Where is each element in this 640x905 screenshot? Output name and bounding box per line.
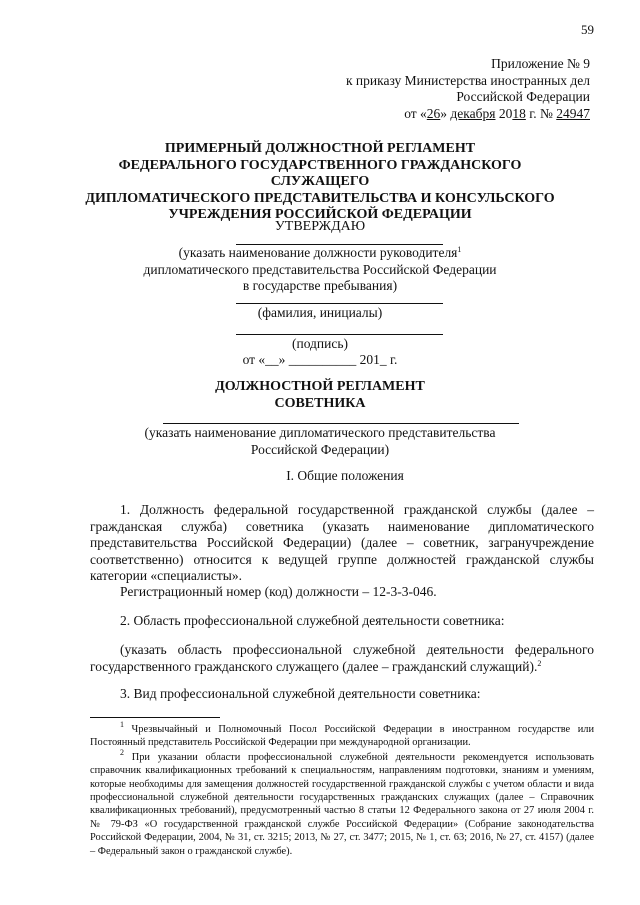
subtitle-line-2: СОВЕТНИКА — [274, 395, 366, 411]
section-heading: I. Общие положения — [286, 468, 404, 483]
subtitle-line-1: ДОЛЖНОСТНОЙ РЕГЛАМЕНТ — [215, 379, 425, 394]
appendix-month: декабря — [450, 105, 496, 121]
mission-name-line — [163, 423, 519, 424]
title-line-4: УЧРЕЖДЕНИЯ РОССИЙСКОЙ ФЕДЕРАЦИИ — [168, 207, 472, 222]
paragraph-2-detail — [90, 642, 594, 675]
title-line-2: ФЕДЕРАЛЬНОГО ГОСУДАРСТВЕННОГО ГРАЖДАНСКОГО СЛУЖАЩЕГО — [118, 157, 522, 189]
approval-date-line: от «__» __________ 201_ г. — [242, 352, 398, 367]
footnote-separator — [90, 717, 220, 718]
name-signature-line — [236, 303, 443, 304]
appendix-day: 26 — [426, 105, 441, 121]
appendix-number-prefix: г. № — [525, 105, 557, 121]
footnote-ref-1: 1 — [457, 245, 462, 254]
appendix-line-3: Российской Федерации — [456, 89, 590, 104]
appendix-date-line — [230, 106, 590, 123]
footnote-1 — [90, 720, 594, 750]
regulation-subtitle — [120, 379, 520, 412]
appendix-year-prefix: 20 — [495, 105, 513, 121]
footnote-2 — [90, 747, 594, 858]
footnote-1-text: Чрезвычайный и Полномочный Посол Российской Федерации в иностранном государстве или Постоянный представитель Российской Федерации при международной организации. — [90, 724, 594, 749]
document-title — [70, 141, 570, 224]
name-label: (фамилия, инициалы) — [257, 305, 383, 320]
position-label-line-2: дипломатического представительства Российской Федерации — [143, 261, 497, 277]
footnotes — [90, 720, 594, 859]
mission-label-line-1: (указать наименование дипломатического представительства — [144, 425, 496, 440]
position-label — [120, 245, 520, 295]
signature-line — [236, 334, 443, 335]
footnote-2-mark: 2 — [120, 747, 124, 757]
position-label-text-1: (указать наименование должности руководителя — [178, 245, 458, 260]
mission-label-line-2: Российской Федерации) — [250, 441, 390, 457]
appendix-number: 24947 — [556, 105, 590, 121]
appendix-line-1: Приложение № 9 — [491, 56, 590, 71]
signature-label: (подпись) — [291, 336, 349, 351]
footnote-ref-2: 2 — [537, 658, 542, 668]
appendix-line-2: к приказу Министерства иностранных дел — [346, 72, 590, 88]
page-number: 59 — [581, 22, 594, 37]
footnote-2-text: При указании области профессиональной служебной деятельности рекомендуется использовать справочник квалификационных требований к специальностям, направлениям подготовки, знаниям и умениям, которые необходимы для замещения должностей государственной гражданской службы с учетом области и вида профессиональной служебной деятельности государственных гражданских служащих (далее – Справочник квалификационных требований), предусмотренный частью 8 статьи 12 Федерального закона от 27 июля 2004 г. № 79-ФЗ «О государственной гражданской службе Российской Федерации» (Собрание законодательства Российской Федерации, 2004, № 31, ст. 3215; 2013, № 27, ст. 3477; 2015, № 1, ст. 63; 2016, № 27, ст. 4157) (далее – Федеральный закон о гражданской службе). — [90, 751, 594, 857]
paragraph-2-detail-text: (указать область профессиональной служебной деятельности федерального государственного гражданского служащего (далее – гражданский служащий). — [90, 642, 594, 674]
title-line-1: ПРИМЕРНЫЙ ДОЛЖНОСТНОЙ РЕГЛАМЕНТ — [164, 141, 476, 156]
paragraph-2: 2. Область профессиональной служебной деятельности советника: — [120, 613, 505, 628]
paragraph-1: 1. Должность федеральной государственной гражданской службы (далее – гражданская служба) советника (указать наименование дипломатического представительства Российской Федерации) (далее – советник, загранучреждение соответственно) относится к ведущей группе должностей гражданской службы категории «специалисты». — [90, 502, 594, 583]
paragraph-registration: Регистрационный номер (код) должности – 12-3-3-046. — [120, 584, 437, 599]
footnote-1-mark: 1 — [120, 720, 124, 729]
position-label-line-1 — [120, 245, 520, 262]
approve-heading: УТВЕРЖДАЮ — [274, 219, 366, 234]
paragraph-3: 3. Вид профессиональной служебной деятельности советника: — [120, 686, 481, 701]
appendix-date-prefix: от « — [404, 105, 427, 121]
position-label-line-3: в государстве пребывания) — [242, 278, 398, 293]
appendix-header — [230, 56, 590, 122]
appendix-year-suffix: 18 — [512, 105, 526, 121]
appendix-date-mid: » — [440, 105, 451, 121]
mission-label — [110, 425, 530, 458]
title-line-3: ДИПЛОМАТИЧЕСКОГО ПРЕДСТАВИТЕЛЬСТВА И КОНСУЛЬСКОГО — [85, 190, 555, 206]
